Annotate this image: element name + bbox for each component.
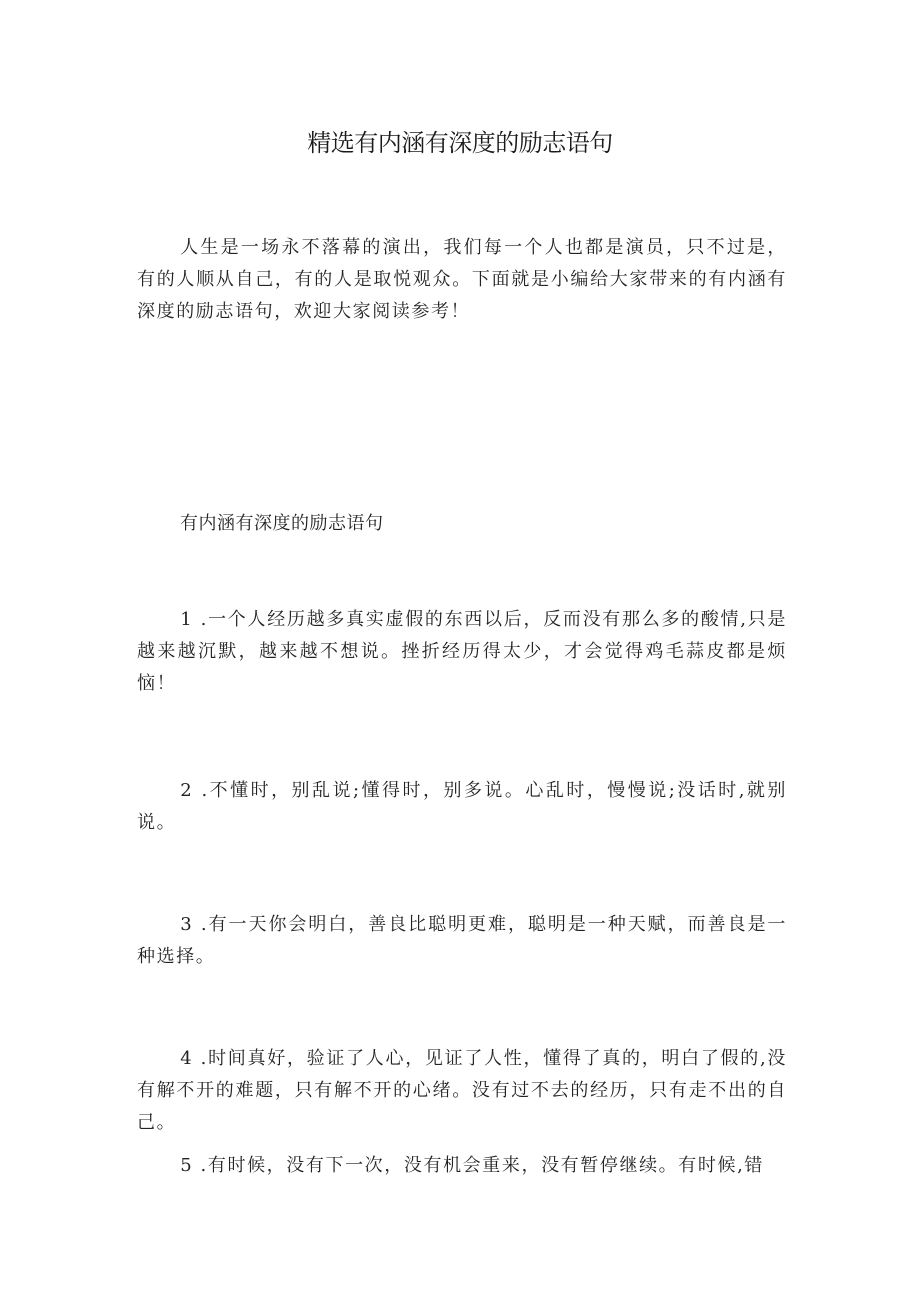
quote-item-4: 4 .时间真好，验证了人心，见证了人性，懂得了真的，明白了假的,没有解不开的难题，只有解不开的心绪。没有过不去的经历，只有走不出的自己。 (137, 1048, 787, 1133)
quote-item-1: 1 .一个人经历越多真实虚假的东西以后，反而没有那么多的酸情,只是越来越沉默，越来越不想说。挫折经历得太少，才会觉得鸡毛蒜皮都是烦恼！ (137, 609, 787, 694)
document-title: 精选有内涵有深度的励志语句 (307, 129, 613, 157)
quote-item-5: 5 .有时候，没有下一次，没有机会重来，没有暂停继续。有时候,错 (180, 1155, 765, 1176)
quote-item-3: 3 .有一天你会明白，善良比聪明更难，聪明是一种天赋，而善良是一种选择。 (137, 914, 787, 967)
intro-paragraph: 人生是一场永不落幕的演出，我们每一个人也都是演员，只不过是，有的人顺从自己，有的人是取悦观众。下面就是小编给大家带来的有内涵有深度的励志语句，欢迎大家阅读参考！ (137, 237, 787, 322)
quote-item-2: 2 .不懂时，别乱说;懂得时，别多说。心乱时，慢慢说;没话时,就别说。 (137, 780, 787, 833)
section-heading: 有内涵有深度的励志语句 (180, 513, 384, 534)
